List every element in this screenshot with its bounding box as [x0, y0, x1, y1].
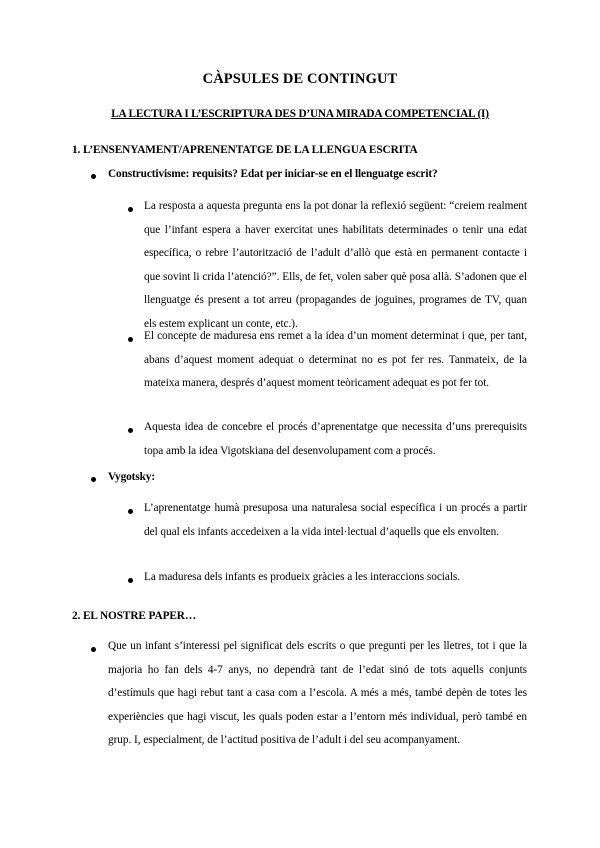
bullet-dot [128, 428, 133, 433]
document-title: CÀPSULES DE CONTINGUT [202, 71, 398, 87]
bullet-heading-constructivisme: Constructivisme: requisits? Edat per iniciar-se en el llenguatge escrit? [108, 168, 438, 180]
bullet-dot [128, 578, 133, 583]
bullet-dot [128, 207, 133, 212]
bullet-dot [91, 174, 96, 179]
list-item: La resposta a aquesta pregunta ens la pot donar la reflexió següent: “creiem realment que l’infant espera a haver exercitat unes habilitats determinades o tenir una edat específica, o rebre l’autorització de l’adult d’allò que està en permanent contacte i que sovint li crida l’atenció?”. Ells, de fet, volen saber què posa allà. S’adonen que el llenguatge és present a tot arreu (propagandes de joguines, programes de TV, quan els estem explicant un conte, etc.). [144, 200, 527, 330]
bullet-dot [128, 509, 133, 514]
bullet-heading-vygotsky: Vygotsky: [108, 471, 156, 483]
list-item: L’aprenentatge humà presuposa una naturalesa social específica i un procés a partir del qual els infants accedeixen a la vida intel·lectual d’aquells que els envolten. [144, 502, 527, 538]
list-item: Aquesta idea de concebre el procés d’aprenentatge que necessita d’uns prerequisits topa amb la idea Vigotskiana del desenvolupament com a procés. [144, 421, 527, 457]
list-item: El concepte de maduresa ens remet a la idea d’un moment determinat i que, per tant, abans d’aquest moment adequat o determinat no es pot fer res. Tanmateix, de la mateixa manera, després d’aquest moment teòricament adequat es pot fer tot. [144, 330, 527, 389]
section-2-heading: 2. EL NOSTRE PAPER… [72, 610, 197, 622]
bullet-dot [91, 647, 96, 652]
document-subtitle: LA LECTURA I L’ESCRIPTURA DES D’UNA MIRADA COMPETENCIAL (I) [111, 108, 489, 120]
section-1-heading: 1. L’ENSENYAMENT/APRENENTATGE DE LA LLENGUA ESCRITA [72, 144, 418, 156]
bullet-dot [128, 337, 133, 342]
list-item: La maduresa dels infants es produeix gràcies a les interaccions socials. [144, 571, 461, 583]
bullet-dot [91, 477, 96, 482]
list-item: Que un infant s’interessi pel significat dels escrits o que pregunti per les lletres, tot i que la majoria ho fan dels 4-7 anys, no dependrà tant de l’edat sinó de tots aquells conjunts d’estímuls que hagi rebut tant a casa com a l’escola. A més a més, també depèn de totes les experiències que hagi viscut, les quals poden estar a l’entorn més individual, però també en grup. I, especialment, de l’actitud positiva de l’adult i del seu acompanyament. [108, 640, 527, 746]
